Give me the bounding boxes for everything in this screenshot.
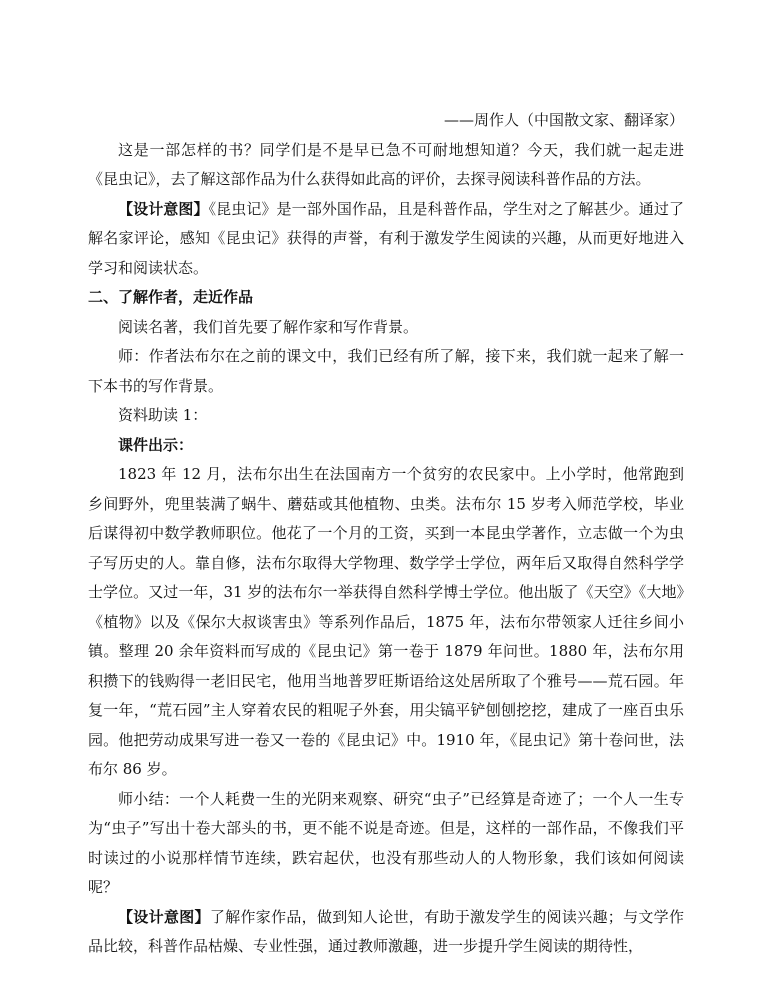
quote-attribution: ——周作人（中国散文家、翻译家）	[443, 111, 684, 129]
document-page	[88, 106, 684, 962]
design-intent-2	[88, 903, 684, 962]
biography-paragraph: 1823 年 12 月，法布尔出生在法国南方一个贫穷的农民家中。上小学时，他常跑到乡间野外，兜里装满了蜗牛、蘑菇或其他植物、虫类。法布尔 15 岁考入师范学校，毕业后谋得初中数学教师职位。他花了一个月的工资，买到一本昆虫学著作，立志做一个为虫子写历史的人。靠自修，法布尔取得大学物理、数学学士学位，两年后又取得自然科学学士学位。又过一年，31 岁的法布尔一举获得自然科学博士学位。他出版了《天空》《大地》《植物》以及《保尔大叔谈害虫》等系列作品后，1875 年，法布尔带领家人迁往乡间小镇。整理 20 余年资料而写成的《昆虫记》第一卷于 1879 年问世。1880 年，法布尔用积攒下的钱购得一老旧民宅，他用当地普罗旺斯语给这处居所取了个雅号——荒石园。年复一年，“荒石园”主人穿着农民的粗呢子外套，用尖镐平铲刨刨挖挖，建成了一座百虫乐园。他把劳动成果写进一卷又一卷的《昆虫记》中。1910 年，《昆虫记》第十卷问世，法布尔 86 岁。	[88, 465, 684, 778]
intro-paragraph: 这是一部怎样的书？同学们是不是早已急不可耐地想知道？今天，我们就一起走进《昆虫记》，去了解这部作品为什么获得如此高的评价，去探寻阅读科普作品的方法。	[88, 140, 684, 188]
teacher-paragraph: 师：作者法布尔在之前的课文中，我们已经有所了解，接下来，我们就一起来了解一下本书的写作背景。	[88, 347, 684, 395]
design-intent-label: 【设计意图】	[118, 907, 210, 926]
material-label: 资料助读 1：	[118, 406, 208, 424]
design-intent-text: 了解作家作品，做到知人论世，有助于激发学生的阅读兴趣；与文学作品比较，科普作品枯燥、专业性强，通过教师激趣，进一步提升学生阅读的期待性，	[88, 907, 684, 955]
summary-paragraph: 师小结：一个人耗费一生的光阴来观察、研究“虫子”已经算是奇迹了；一个人一生专为“虫子”写出十卷大部头的书，更不能不说是奇迹。但是，这样的一部作品，不像我们平时读过的小说那样情节连续，跌宕起伏，也没有那些动人的人物形象，我们该如何阅读呢？	[88, 789, 684, 896]
design-intent-text: 《昆虫记》是一部外国作品，且是科普作品，学生对之了解甚少。通过了解名家评论，感知《昆虫记》获得的声誉，有利于激发学生阅读的兴趣，从而更好地进入学习和阅读状态。	[88, 199, 684, 277]
design-intent-label: 【设计意图】	[118, 199, 209, 218]
section-heading: 二、了解作者，走近作品	[88, 288, 254, 306]
courseware-label: 课件出示：	[118, 435, 194, 454]
design-intent-1	[88, 195, 684, 284]
reading-paragraph: 阅读名著，我们首先要了解作家和写作背景。	[118, 317, 419, 336]
